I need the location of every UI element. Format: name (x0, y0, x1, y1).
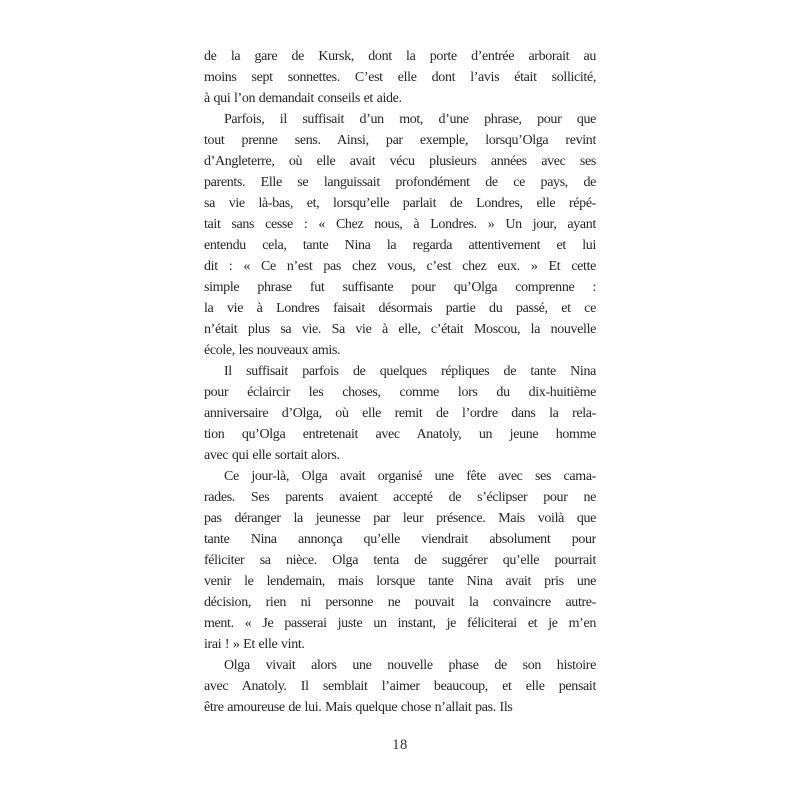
page-text-column (204, 46, 596, 718)
text-line: école, les nouveaux amis. (204, 343, 341, 358)
text-line: la vie à Londres faisait désormais partie du passé, et ce (204, 301, 596, 316)
text-line: féliciter sa nièce. Olga tenta de suggérer qu’elle pourrait (204, 553, 596, 568)
text-line: irai ! » Et elle vint. (204, 637, 305, 652)
text-line: entendu cela, tante Nina la regarda attentivement et lui (204, 238, 596, 253)
text-line: Parfois, il suffisait d’un mot, d’une phrase, pour que (224, 112, 596, 127)
paragraph (204, 109, 596, 361)
text-line: ment. « Je passerai juste un instant, je féliciterai et je m’en (204, 616, 596, 631)
text-line: tion qu’Olga entretenait avec Anatoly, un jeune homme (204, 427, 596, 442)
text-line: avec Anatoly. Il semblait l’aimer beaucoup, et elle pensait (204, 679, 596, 694)
paragraph (204, 361, 596, 466)
text-line: Ce jour-là, Olga avait organisé une fête avec ses cama- (224, 469, 596, 484)
text-line: Il suffisait parfois de quelques répliques de tante Nina (224, 364, 596, 379)
text-line: tout prenne sens. Ainsi, par exemple, lorsqu’Olga revint (204, 133, 596, 148)
text-line: dit : « Ce n’est pas chez vous, c’est chez eux. » Et cette (204, 259, 596, 274)
text-line: parents. Elle se languissait profondément de ce pays, de (204, 175, 596, 190)
text-line: venir le lendemain, mais lorsque tante Nina avait pris une (204, 574, 596, 589)
paragraph (204, 466, 596, 655)
text-line: Olga vivait alors une nouvelle phase de son histoire (224, 658, 596, 673)
text-line: à qui l’on demandait conseils et aide. (204, 91, 402, 106)
text-line: n’était plus sa vie. Sa vie à elle, c’était Moscou, la nouvelle (204, 322, 596, 337)
paragraph (204, 655, 596, 718)
text-line: d’Angleterre, où elle avait vécu plusieurs années avec ses (204, 154, 596, 169)
text-line: avec qui elle sortait alors. (204, 448, 340, 463)
text-line: simple phrase fut suffisante pour qu’Olga comprenne : (204, 280, 596, 295)
text-line: sa vie là-bas, et, lorsqu’elle parlait de Londres, elle répé- (204, 196, 596, 211)
paragraph (204, 46, 596, 109)
text-line: tante Nina annonça qu’elle viendrait absolument pour (204, 532, 596, 547)
text-line: être amoureuse de lui. Mais quelque chose n’allait pas. Ils (204, 700, 513, 715)
text-line: de la gare de Kursk, dont la porte d’entrée arborait au (204, 49, 596, 64)
text-line: anniversaire d’Olga, où elle remit de l’ordre dans la rela- (204, 406, 596, 421)
text-line: rades. Ses parents avaient accepté de s’éclipser pour ne (204, 490, 596, 505)
text-line: tait sans cesse : « Chez nous, à Londres. » Un jour, ayant (204, 217, 596, 232)
page-number: 18 (392, 737, 408, 753)
text-line: décision, rien ni personne ne pouvait la convaincre autre- (204, 595, 596, 610)
text-line: pour éclaircir les choses, comme lors du dix-huitième (204, 385, 596, 400)
text-line: pas déranger la jeunesse par leur présence. Mais voilà que (204, 511, 596, 526)
text-line: moins sept sonnettes. C’est elle dont l’avis était sollicité, (204, 70, 596, 85)
